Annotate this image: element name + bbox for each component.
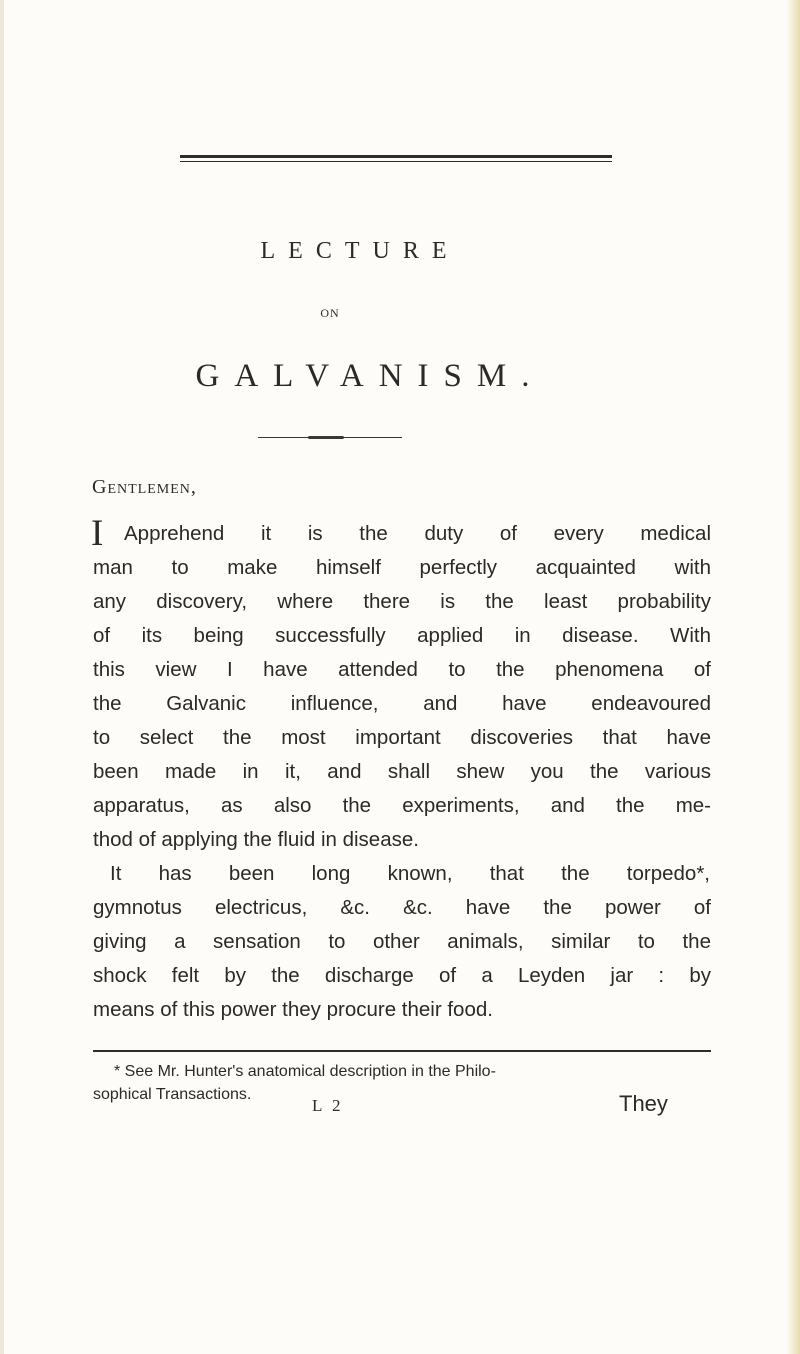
paragraph1-line-1: Apprehend it is the duty of every medical (124, 522, 711, 545)
paragraph2-line-3: giving a sensation to other animals, similar to the (93, 930, 711, 953)
paragraph2-line-1: It has been long known, that the torpedo*, (110, 862, 710, 885)
paragraph1-line-9: apparatus, as also the experiments, and the me- (93, 794, 711, 817)
paragraph1-line-10: thod of applying the fluid in disease. (93, 828, 419, 851)
header-rule-thick (180, 155, 612, 158)
on-connector: ON (320, 306, 340, 320)
footnote-line-1: * See Mr. Hunter's anatomical description in the Philo- (114, 1063, 496, 1080)
catchword: They (619, 1091, 668, 1116)
ornamental-rule (258, 437, 402, 439)
page-right-edge (786, 0, 800, 1354)
footnote-line-2: sophical Transactions. (93, 1086, 252, 1103)
subject-heading: GALVANISM. (195, 358, 545, 394)
drop-cap: I (91, 513, 104, 554)
paragraph1-line-6: the Galvanic influence, and have endeavoured (93, 692, 711, 715)
signature-mark: L 2 (312, 1096, 344, 1115)
footnote-rule (93, 1050, 711, 1052)
salutation: Gentlemen, (92, 476, 197, 498)
paragraph1-line-7: to select the most important discoveries that have (93, 726, 711, 749)
paragraph1-line-4: of its being successfully applied in disease. With (93, 624, 711, 647)
header-rule-thin (180, 161, 612, 162)
page-left-edge (0, 0, 4, 1354)
paragraph1-line-3: any discovery, where there is the least probability (93, 590, 711, 613)
ornament-swell (308, 436, 344, 439)
lecture-heading: LECTURE (260, 238, 460, 264)
paragraph2-line-4: shock felt by the discharge of a Leyden jar : by (93, 964, 711, 987)
paragraph1-line-2: man to make himself perfectly acquainted with (93, 556, 711, 579)
paragraph1-line-5: this view I have attended to the phenomena of (93, 658, 711, 681)
paragraph2-line-2: gymnotus electricus, &c. &c. have the power of (93, 896, 711, 919)
paragraph1-line-8: been made in it, and shall shew you the various (93, 760, 711, 783)
paragraph2-line-5: means of this power they procure their food. (93, 998, 493, 1021)
